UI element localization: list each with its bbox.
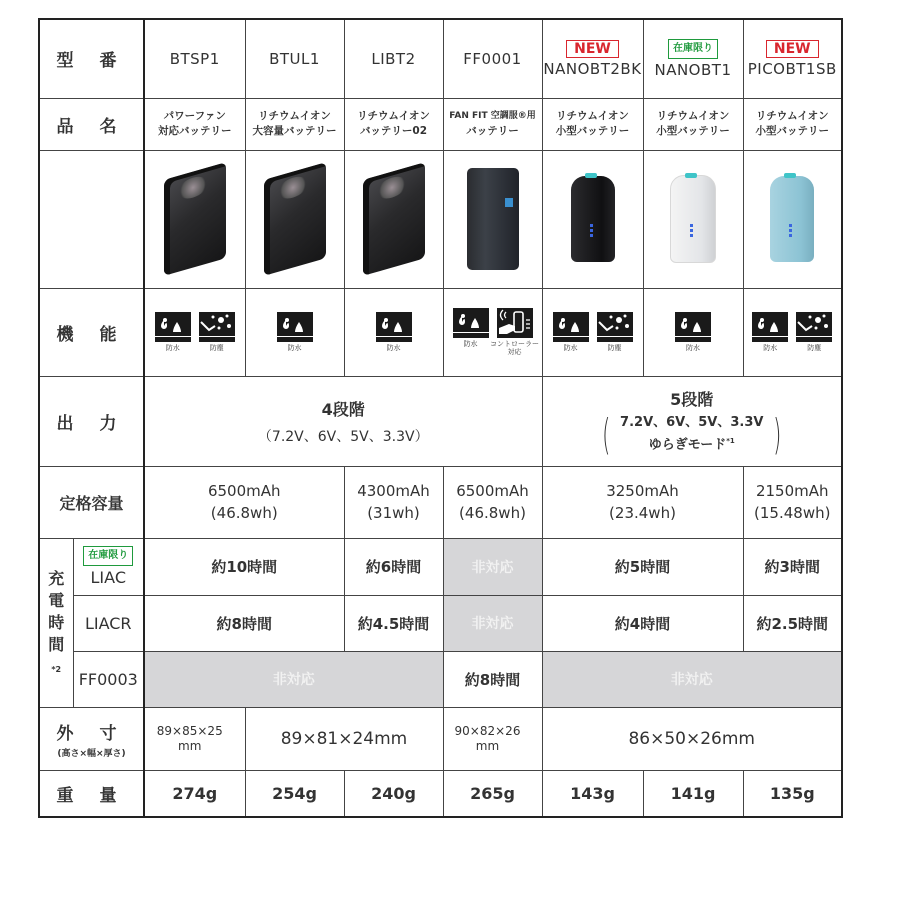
model-name: NANOBT1 (654, 60, 732, 79)
output-label: 出 力 (56, 413, 127, 434)
product-name-line1: パワーファン (163, 110, 226, 122)
in-stock-only-badge: 在庫限り (668, 39, 718, 59)
output-steps: 5段階 (670, 389, 714, 409)
features-cell-nanobt1 (643, 288, 743, 376)
dimensions-row (39, 707, 842, 770)
product-name-cell (542, 98, 643, 150)
capacity-cell: 6500mAh (46.8wh) (443, 466, 542, 538)
model-cell-btul1 (245, 19, 344, 98)
features-cell-btsp1 (144, 288, 245, 376)
waterproof-caption: 防水 (287, 344, 302, 352)
new-badge: NEW (566, 40, 619, 58)
model-name: BTUL1 (269, 50, 320, 69)
capacity-cell: 6500mAh (46.8wh) (144, 466, 344, 538)
not-supported-cell: 非対応 (144, 651, 443, 707)
charge-time-cell: 約3時間 (743, 538, 842, 595)
battery-image-ff0001 (467, 168, 519, 270)
features-cell-nanobt2bk (542, 288, 643, 376)
dimensions-cell: 89×81×24mm (245, 707, 443, 770)
charger-cell-ff0003 (73, 651, 144, 707)
model-cell-picobt1sb (743, 19, 842, 98)
capacity-row (39, 466, 842, 538)
dimensions-sublabel: (高さ×幅×厚さ) (57, 748, 126, 759)
features-cell-libt2 (344, 288, 443, 376)
battery-image-nanobt1 (670, 175, 716, 263)
dimensions-label-cell (39, 707, 144, 770)
waterproof-caption: 防水 (763, 344, 778, 352)
charge-time-cell: 約4時間 (542, 595, 743, 651)
charge-row-liac (39, 538, 842, 595)
controller-compatible-icon (497, 308, 533, 338)
features-row (39, 288, 842, 376)
capacity-label: 定格容量 (59, 493, 124, 513)
dustproof-caption: 防塵 (807, 344, 822, 352)
model-row (39, 19, 842, 98)
charger-cell-liacr (73, 595, 144, 651)
photo-cell-btsp1 (144, 150, 245, 288)
model-name: BTSP1 (169, 50, 220, 69)
product-name-line1: リチウムイオン (556, 110, 629, 122)
features-label: 機 能 (56, 324, 127, 345)
output-label-cell (39, 376, 144, 466)
waterproof-caption: 防水 (686, 344, 700, 352)
product-name-line1: リチウムイオン (755, 110, 829, 122)
waterproof-icon (675, 312, 711, 342)
product-name-cell (743, 98, 842, 150)
product-name-label-cell (39, 98, 144, 150)
weight-cell: 274g (144, 770, 245, 817)
model-name: NANOBT2BK (543, 59, 642, 78)
close-paren: ) (773, 409, 782, 459)
photo-row (39, 150, 842, 288)
model-label-cell (39, 19, 144, 98)
waterproof-caption: 防水 (463, 340, 478, 348)
waterproof-caption: 防水 (563, 344, 578, 352)
product-name-cell (643, 98, 743, 150)
charger-name: LIACR (84, 613, 132, 633)
features-cell-picobt1sb (743, 288, 842, 376)
features-cell-ff0001 (443, 288, 542, 376)
capacity-cell: 4300mAh (31wh) (344, 466, 443, 538)
model-name: LIBT2 (371, 50, 416, 69)
photo-cell-ff0001 (443, 150, 542, 288)
footnote-marker: *1 (726, 437, 735, 446)
model-label: 型 番 (56, 51, 127, 72)
photo-cell-btul1 (245, 150, 344, 288)
photo-label-cell (39, 150, 144, 288)
not-supported-cell: 非対応 (443, 595, 542, 651)
charge-time-cell: 約8時間 (144, 595, 344, 651)
weight-cell: 143g (542, 770, 643, 817)
waterproof-icon (453, 308, 489, 338)
charge-time-cell: 約5時間 (542, 538, 743, 595)
dustproof-icon (796, 312, 832, 342)
dimensions-cell: 86×50×26mm (542, 707, 842, 770)
charge-time-cell: 約6時間 (344, 538, 443, 595)
weight-cell: 141g (643, 770, 743, 817)
output-mode: ゆらぎモード (648, 437, 727, 453)
product-name-cell (344, 98, 443, 150)
product-name-row (39, 98, 842, 150)
product-name-line1: FAN FIT 空調服®用 (449, 110, 536, 121)
charge-time-label: 充 電 時 間 *2 (48, 568, 65, 674)
dimensions-label: 外 寸 (56, 723, 127, 744)
charger-name: FF0003 (78, 669, 138, 689)
dustproof-icon (199, 312, 235, 342)
charge-time-cell: 約4.5時間 (344, 595, 443, 651)
waterproof-icon (752, 312, 788, 342)
capacity-cell: 2150mAh (15.48wh) (743, 466, 842, 538)
product-name-line2: 小型バッテリー (656, 125, 730, 137)
in-stock-only-badge: 在庫限り (83, 546, 133, 566)
charge-time-label-cell (39, 538, 73, 707)
weight-label-cell (39, 770, 144, 817)
waterproof-icon (376, 312, 412, 342)
waterproof-icon (277, 312, 313, 342)
product-name-cell (443, 98, 542, 150)
features-label-cell (39, 288, 144, 376)
charge-row-ff0003 (39, 651, 842, 707)
battery-spec-table (38, 18, 843, 818)
waterproof-icon (553, 312, 589, 342)
charge-time-cell: 約2.5時間 (743, 595, 842, 651)
weight-label: 重 量 (56, 785, 127, 806)
model-cell-ff0001 (443, 19, 542, 98)
dustproof-caption: 防塵 (209, 344, 224, 352)
weight-cell: 254g (245, 770, 344, 817)
charger-name: LIAC (90, 568, 126, 587)
dustproof-icon (597, 312, 633, 342)
not-supported-cell: 非対応 (443, 538, 542, 595)
product-name-line1: リチウムイオン (357, 110, 430, 122)
output-4-step-cell (144, 376, 542, 466)
battery-image-libt2 (363, 162, 425, 276)
product-name-line1: リチウムイオン (258, 110, 331, 122)
battery-image-nanobt2bk (571, 176, 615, 262)
battery-image-picobt1sb (770, 176, 814, 262)
charge-time-cell: 約10時間 (144, 538, 344, 595)
model-cell-libt2 (344, 19, 443, 98)
dimensions-cell: 89×85×25 mm (144, 707, 245, 770)
photo-cell-libt2 (344, 150, 443, 288)
model-cell-nanobt1 (643, 19, 743, 98)
product-name-line2: 小型バッテリー (755, 125, 829, 137)
output-voltages: （7.2V、6V、5V、3.3V） (257, 428, 429, 445)
footnote-marker: *2 (51, 664, 62, 674)
product-name-label: 品 名 (56, 116, 127, 137)
waterproof-caption: 防水 (165, 344, 180, 352)
dustproof-caption: 防塵 (607, 344, 622, 352)
photo-cell-nanobt1 (643, 150, 743, 288)
charge-row-liacr (39, 595, 842, 651)
photo-cell-nanobt2bk (542, 150, 643, 288)
model-name: FF0001 (463, 50, 522, 69)
product-name-cell (245, 98, 344, 150)
weight-cell: 240g (344, 770, 443, 817)
product-name-line1: リチウムイオン (656, 110, 730, 122)
weight-cell: 265g (443, 770, 542, 817)
open-paren: ( (601, 409, 610, 459)
output-voltages: 7.2V、6V、5V、3.3V (620, 415, 764, 431)
output-row (39, 376, 842, 466)
model-cell-nanobt2bk (542, 19, 643, 98)
photo-cell-picobt1sb (743, 150, 842, 288)
not-supported-cell: 非対応 (542, 651, 842, 707)
charge-time-cell: 約8時間 (443, 651, 542, 707)
battery-image-btsp1 (164, 162, 226, 276)
new-badge: NEW (766, 40, 819, 58)
capacity-cell: 3250mAh (23.4wh) (542, 466, 743, 538)
controller-caption: コントローラー 対応 (490, 340, 539, 356)
waterproof-caption: 防水 (386, 344, 401, 352)
model-cell-btsp1 (144, 19, 245, 98)
product-name-line2: 対応バッテリー (158, 125, 232, 137)
dimensions-cell: 90×82×26 mm (443, 707, 542, 770)
output-steps: 4段階 (321, 399, 365, 419)
product-name-line2: 大容量バッテリー (252, 125, 337, 137)
product-name-cell (144, 98, 245, 150)
product-name-line2: 小型バッテリー (555, 125, 630, 137)
product-name-line2: バッテリー (466, 124, 519, 137)
output-5-step-cell (542, 376, 842, 466)
battery-image-btul1 (264, 162, 326, 276)
model-name: PICOBT1SB (747, 59, 837, 78)
waterproof-icon (155, 312, 191, 342)
weight-cell: 135g (743, 770, 842, 817)
features-cell-btul1 (245, 288, 344, 376)
weight-row (39, 770, 842, 817)
charger-cell-liac (73, 538, 144, 595)
capacity-label-cell (39, 466, 144, 538)
product-name-line2: バッテリー02 (359, 125, 428, 137)
